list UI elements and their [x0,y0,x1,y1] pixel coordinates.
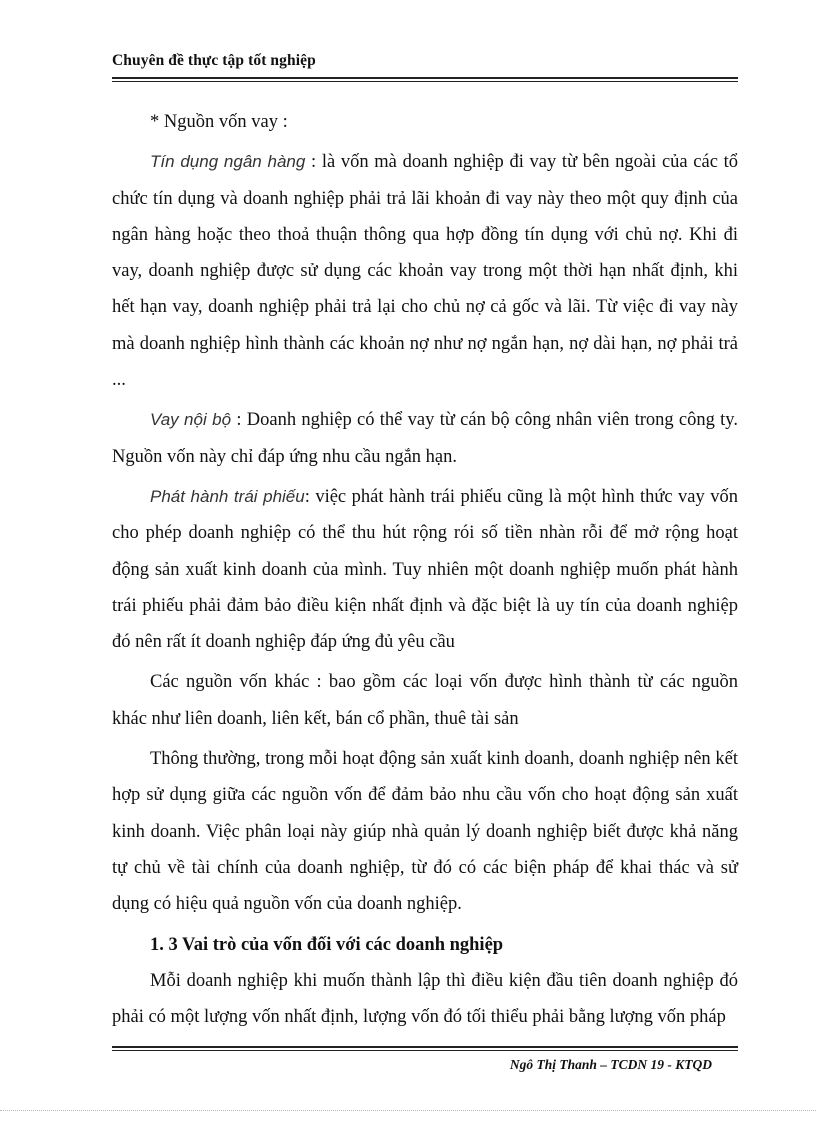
header-rule-thin [112,81,738,82]
page-header-title: Chuyên đề thực tập tốt nghiệp [112,52,316,69]
internal-loan-label: Vay nội bộ [150,410,232,430]
bond-issue-text: : việc phát hành trái phiếu cũng là một hình thức vay vốn cho phép doanh nghiệp có thể thu hút rộng rói số tiền nhàn rỗi để mở rộng hoạt động sản xuất kinh doanh của mình. Tuy nhiên một doanh nghiệp muốn phát hành trái phiếu phải đảm bảo điều kiện nhất định và đặc biệt là uy tín của doanh nghiệp đó nên rất ít doanh nghiệp đáp ứng đủ yêu cầu [112,486,738,653]
other-sources-paragraph: Các nguồn vốn khác : bao gồm các loại vốn được hình thành từ các nguồn khác như liên doanh, liên kết, bán cổ phần, thuê tài sản [112,672,738,729]
footer-rule-thick [112,1046,738,1048]
summary-paragraph: Thông thường, trong mỗi hoạt động sản xuất kinh doanh, doanh nghiệp nên kết hợp sử dụng giữa các nguồn vốn để đảm bảo nhu cầu vốn cho hoạt động sản xuất kinh doanh. Việc phân loại này giúp nhà quản lý doanh nghiệp biết được khả năng tự chủ về tài chính của doanh nghiệp, từ đó có các biện pháp để khai thác và sử dụng có hiệu quả nguồn vốn của doanh nghiệp. [112,749,738,915]
page-edge-line [0,1110,816,1112]
document-body [112,104,738,1035]
section-heading: 1. 3 Vai trò của vốn đối với các doanh nghiệp [150,934,504,955]
bank-credit-label: Tín dụng ngân hàng [150,152,306,172]
header-rule-thick [112,77,738,79]
internal-loan-text: : Doanh nghiệp có thể vay từ cán bộ công nhân viên trong công ty. Nguồn vốn này chỉ đáp ứng nhu cầu ngắn hạn. [112,410,738,467]
footer-author: Ngô Thị Thanh – TCDN 19 - KTQD [509,1057,712,1072]
bond-issue-paragraph [112,479,738,660]
bond-issue-label: Phát hành trái phiếu [150,486,305,506]
bank-credit-paragraph [112,144,738,398]
loan-sources-heading: * Nguồn vốn vay : [150,112,288,132]
role-paragraph: Mỗi doanh nghiệp khi muốn thành lập thì điều kiện đầu tiên doanh nghiệp đó phải có một lượng vốn nhất định, lượng vốn đó tối thiểu phải bằng lượng vốn pháp [112,970,738,1028]
internal-loan-paragraph [112,402,738,475]
bank-credit-text: : là vốn mà doanh nghiệp đi vay từ bên ngoài của các tổ chức tín dụng và doanh nghiệp phải trả lãi khoản đi vay này theo một quy định của ngân hàng hoặc theo thoả thuận thông qua hợp đồng tín dụng với chủ nợ. Khi đi vay, doanh nghiệp được sử dụng các khoản vay trong một thời hạn nhất định, khi hết hạn vay, doanh nghiệp phải trả lại cho chủ nợ cả gốc và lãi. Từ việc đi vay này mà doanh nghiệp hình thành các khoản nợ như nợ ngắn hạn, nợ dài hạn, nợ phải trả ... [112,152,738,391]
footer-rule-thin [112,1050,738,1051]
